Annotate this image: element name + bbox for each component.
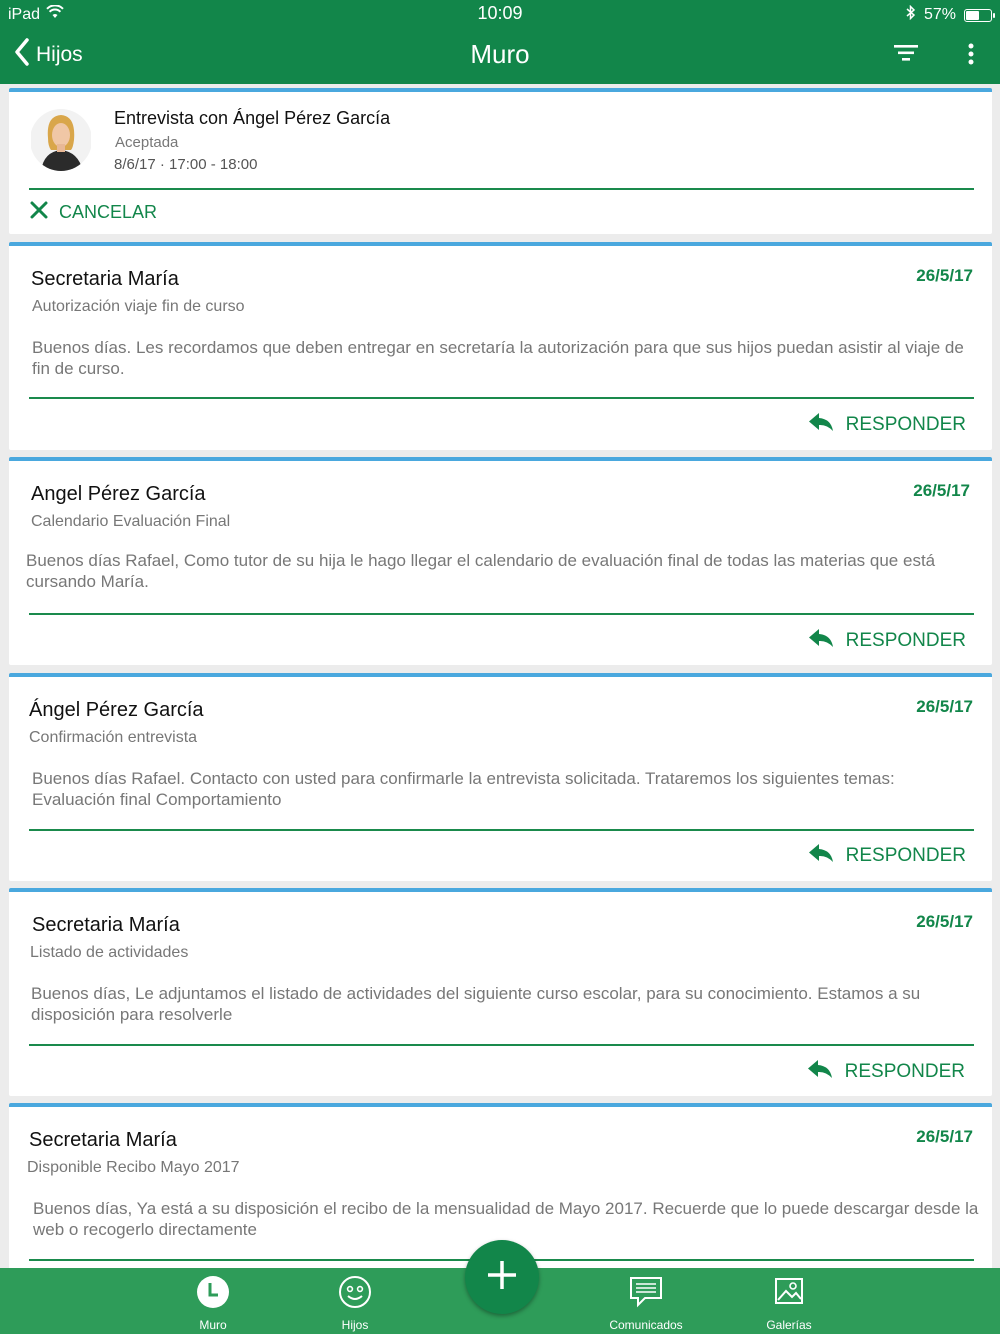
message-subject: Disponible Recibo Mayo 2017 <box>27 1159 240 1176</box>
tab-label: Comunicados <box>609 1318 683 1332</box>
top-bar <box>0 0 1000 84</box>
message-subject: Autorización viaje fin de curso <box>32 298 245 315</box>
tab-hijos[interactable] <box>295 1274 415 1332</box>
chat-icon <box>586 1274 706 1310</box>
nav-bar <box>0 28 1000 84</box>
reply-button[interactable] <box>808 628 966 654</box>
feed[interactable] <box>0 84 1000 1268</box>
filter-icon[interactable] <box>894 42 918 69</box>
message-body: Buenos días Rafael. Contacto con usted para confirmarle la entrevista solicitada. Trataremos los siguientes temas: Evaluación final Comportamiento <box>32 769 895 809</box>
tab-label: Hijos <box>341 1318 369 1332</box>
reply-button[interactable] <box>808 843 966 869</box>
tab-galerias[interactable] <box>729 1274 849 1332</box>
message-date: 26/5/17 <box>916 1127 973 1146</box>
gallery-icon <box>729 1274 849 1310</box>
status-bar <box>0 0 1000 28</box>
reply-icon <box>807 1059 833 1085</box>
message-sender: Secretaria María <box>31 268 179 290</box>
reply-button[interactable] <box>807 1059 965 1085</box>
interview-title: Entrevista con Ángel Pérez García <box>114 108 391 128</box>
message-subject: Confirmación entrevista <box>29 729 198 746</box>
message-sender: Secretaria María <box>29 1129 177 1151</box>
message-card[interactable] <box>9 673 992 881</box>
divider <box>29 829 974 831</box>
device-label: iPad <box>8 5 41 23</box>
message-sender: Angel Pérez García <box>31 483 206 505</box>
reply-label: RESPONDER <box>845 630 966 651</box>
reply-icon <box>808 628 834 654</box>
message-date: 26/5/17 <box>916 697 973 716</box>
tab-muro[interactable] <box>153 1274 273 1332</box>
message-date: 26/5/17 <box>916 266 973 285</box>
cancel-label: CANCELAR <box>59 202 158 222</box>
more-vertical-icon[interactable] <box>968 42 974 71</box>
message-card[interactable] <box>9 888 992 1096</box>
reply-label: RESPONDER <box>844 1061 965 1082</box>
interview-datetime: 8/6/17 · 17:00 - 18:00 <box>114 156 258 173</box>
back-label: Hijos <box>36 43 83 66</box>
message-body: Buenos días. Les recordamos que deben entregar en secretaría la autorización para que sus hijos puedan asistir al viaje de fin de curso. <box>32 338 964 378</box>
cancel-button[interactable] <box>29 200 157 225</box>
plus-icon <box>486 1259 518 1296</box>
interview-card[interactable] <box>9 88 992 234</box>
reply-icon <box>808 843 834 869</box>
page-title: Muro <box>470 39 530 69</box>
add-button[interactable] <box>465 1240 539 1314</box>
message-sender: Secretaria María <box>32 914 180 936</box>
message-date: 26/5/17 <box>913 481 970 500</box>
divider <box>29 1044 974 1046</box>
tab-label: Muro <box>199 1318 227 1332</box>
tab-label: Galerías <box>766 1318 812 1332</box>
reply-label: RESPONDER <box>845 845 966 866</box>
reply-icon <box>808 412 834 438</box>
status-time: 10:09 <box>477 3 523 23</box>
bluetooth-icon <box>906 5 916 25</box>
battery-percent: 57% <box>923 6 956 23</box>
battery-icon <box>964 9 992 22</box>
message-subject: Listado de actividades <box>30 944 189 961</box>
message-date: 26/5/17 <box>916 912 973 931</box>
message-card[interactable] <box>9 457 992 665</box>
divider <box>29 613 974 615</box>
close-icon <box>29 200 49 225</box>
tab-comunicados[interactable] <box>586 1274 706 1332</box>
divider <box>29 188 974 190</box>
reply-label: RESPONDER <box>845 414 966 435</box>
message-card[interactable] <box>9 242 992 450</box>
message-sender: Ángel Pérez García <box>29 699 204 721</box>
reply-button[interactable] <box>808 412 966 438</box>
message-body: Buenos días Rafael, Como tutor de su hija le hago llegar el calendario de evaluación final de todas las materias que está cursando María. <box>26 551 936 591</box>
message-body: Buenos días, Ya está a su disposición el recibo de la mensualidad de Mayo 2017. Recuerde que lo puede descargar desde la web o recogerlo directamente <box>33 1199 979 1239</box>
clock-icon <box>153 1274 273 1310</box>
avatar <box>31 108 91 172</box>
smiley-icon <box>295 1274 415 1310</box>
divider <box>29 397 974 399</box>
interview-status: Aceptada <box>115 134 179 151</box>
message-subject: Calendario Evaluación Final <box>31 513 231 530</box>
message-body: Buenos días, Le adjuntamos el listado de actividades del siguiente curso escolar, para su conocimiento. Estamos a su disposición para resolverle <box>31 984 921 1024</box>
